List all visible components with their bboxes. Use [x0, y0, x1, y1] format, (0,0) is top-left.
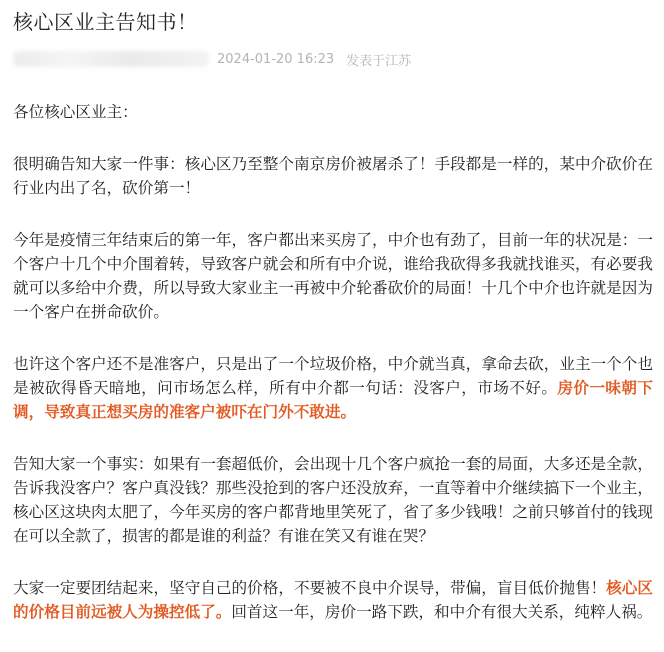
- paragraph-5-highlight: 核心区的价格目前远被人为操控低了。: [13, 579, 653, 621]
- paragraph-3-highlight: 房价一味朝下调，导致真正想买房的准客户被吓在门外不敢进。: [13, 379, 653, 421]
- post-timestamp: 2024-01-20 16:23: [217, 51, 335, 67]
- blurred-author: [13, 51, 209, 67]
- paragraph-5: [13, 576, 653, 624]
- paragraph-3-text: 也许这个客户还不是准客户，只是出了一个垃圾价格，中介就当真，拿命去砍，业主一个个也是被砍得昏天暗地，问市场怎么样，所有中介都一句话：没客户，市场不好。: [13, 355, 653, 397]
- post-meta: [13, 48, 411, 70]
- paragraph-4: 告知大家一个事实：如果有一套超低价，会出现十几个客户疯抢一套的局面，大多还是全款，告诉我没客户？客户真没钱？那些没抢到的客户还没放弃，一直等着中介继续搞下一个业主，核心区这块肉太肥了，今年买房的客户都背地里笑死了，省了多少钱哦！之前只够首付的钱现在可以全款了，损害的都是谁的利益？有谁在笑又有谁在哭？: [13, 455, 653, 545]
- salutation: 各位核心区业主：: [13, 103, 138, 121]
- paragraph-1: 很明确告知大家一件事：核心区乃至整个南京房价被屠杀了！手段都是一样的，某中介砍价在行业内出了名，砍价第一！: [13, 155, 653, 197]
- paragraph-2: 今年是疫情三年结束后的第一年，客户都出来买房了，中介也有劲了，目前一年的状况是：一个客户十几个中介围着转，导致客户就会和所有中介说，谁给我砍得多我就找谁买，有必要我就可以多给中介费，所以导致大家业主一再被中介轮番砍价的局面！十几个中介也许就是因为一个客户在拼命砍价。: [13, 231, 653, 321]
- post-location: 发表于江苏: [346, 53, 412, 69]
- paragraph-5-text-a: 大家一定要团结起来，坚守自己的价格，不要被不良中介误导，带偏，盲目低价抛售！: [13, 579, 607, 597]
- paragraph-5-text-b: 回首这一年，房价一路下跌，和中介有很大关系，纯粹人祸。: [231, 603, 653, 621]
- post-body: [13, 100, 653, 652]
- paragraph-3: [13, 352, 653, 424]
- post-title: 核心区业主告知书！: [13, 10, 198, 34]
